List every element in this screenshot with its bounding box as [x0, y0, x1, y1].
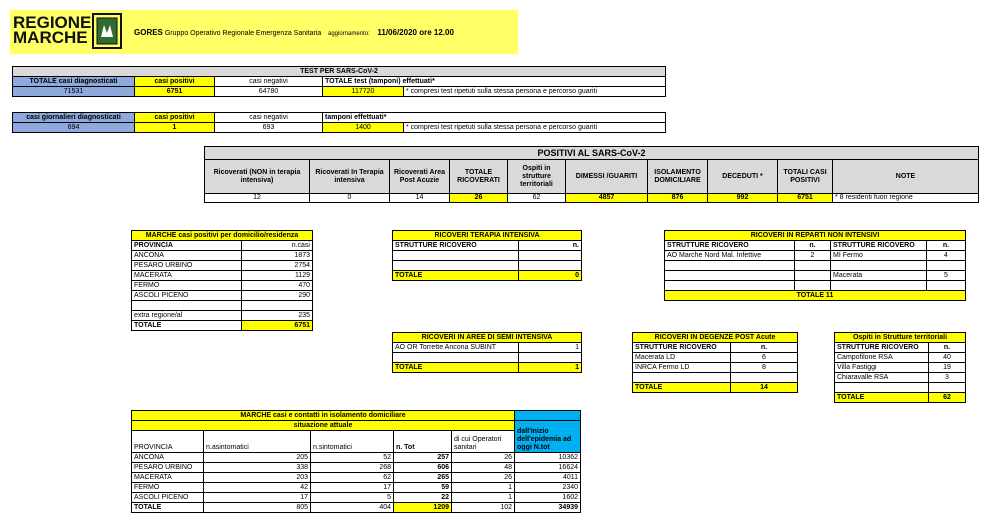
post-empty-cell [731, 373, 798, 383]
nonint-header-strutture: STRUTTURE RICOVERO [831, 241, 927, 251]
ospiti-total-value: 62 [929, 393, 966, 403]
post-row-value: 8 [731, 363, 798, 373]
isol-row-all: 2340 [515, 483, 581, 493]
semi-empty-cell [393, 353, 519, 363]
test-note: * compresi test ripetuti sulla stessa persona e percorso guariti [404, 87, 666, 97]
post-total-label: TOTALE [633, 383, 731, 393]
isol-header-prov: PROVINCIA [132, 431, 204, 453]
isol-total-op: 102 [452, 503, 515, 513]
isol-row-sint: 5 [311, 493, 394, 503]
daily-value-giornalieri: 694 [13, 123, 135, 133]
provincia-row-value: 290 [242, 291, 313, 301]
logo-line-2: MARCHE [13, 28, 88, 47]
positivi-header: DECEDUTI * [708, 160, 778, 194]
gores-description: Gruppo Operativo Regionale Emergenza Sanitaria [164, 30, 322, 37]
provincia-row-value: 2754 [242, 261, 313, 271]
isol-row-op: 1 [452, 493, 515, 503]
isolamento-table [131, 410, 581, 513]
nonint-empty-cell [927, 281, 966, 291]
post-empty-cell [633, 373, 731, 383]
nonint-row-value: 4 [927, 251, 966, 261]
ospiti-total-label: TOTALE [835, 393, 929, 403]
isol-row-sint: 52 [311, 453, 394, 463]
nonint-row-value: 5 [927, 271, 966, 281]
daily-note: * compresi test ripetuti sulla stessa persona e percorso guariti [404, 123, 666, 133]
ospiti-header-n: n. [929, 343, 966, 353]
positivi-header: ISOLAMENTO DOMICILIARE [648, 160, 708, 194]
nonint-row-name: MI Fermo [831, 251, 927, 261]
ti-title: RICOVERI TERAPIA INTENSIVA [393, 231, 582, 241]
isol-row-all: 16624 [515, 463, 581, 473]
positivi-value: 4857 [566, 194, 648, 203]
nonint-empty-cell [795, 281, 831, 291]
semi-row-name: AO OR Torrette Ancona SUBINT [393, 343, 519, 353]
provincia-empty-cell [242, 301, 313, 311]
isol-title: MARCHE casi e contatti in isolamento domiciliare [132, 411, 515, 421]
positivi-value: 876 [648, 194, 708, 203]
isol-row-sint: 62 [311, 473, 394, 483]
isol-row-all: 4011 [515, 473, 581, 483]
semi-total-label: TOTALE [393, 363, 519, 373]
test-value-positivi: 6751 [135, 87, 215, 97]
isol-header-asint: n.asintomatici [204, 431, 311, 453]
provincia-table [131, 230, 313, 331]
gores-label [134, 28, 321, 37]
positivi-header: TOTALE RICOVERATI [450, 160, 508, 194]
test-title: TEST PER SARS-CoV-2 [13, 67, 666, 77]
isol-row-all: 10362 [515, 453, 581, 463]
provincia-row-name: ANCONA [132, 251, 242, 261]
positivi-value: 14 [390, 194, 450, 203]
semi-empty-cell [519, 353, 582, 363]
isol-row-tot: 59 [394, 483, 452, 493]
update-info [328, 28, 454, 37]
nonint-empty-cell [665, 271, 795, 281]
provincia-row-name: MACERATA [132, 271, 242, 281]
positivi-header: DIMESSI /GUARITI [566, 160, 648, 194]
ospiti-row-value: 3 [929, 373, 966, 383]
nonint-empty-cell [665, 261, 795, 271]
isol-title-side [515, 411, 581, 421]
test-header-negativi: casi negativi [215, 77, 323, 87]
post-row-name: INRCA Fermo LD [633, 363, 731, 373]
isol-row-asint: 203 [204, 473, 311, 483]
ti-empty-cell [393, 251, 519, 261]
gores-abbr: GORES [134, 28, 163, 37]
region-emblem-icon [92, 13, 122, 49]
daily-table [12, 112, 666, 133]
positivi-value: 6751 [778, 194, 833, 203]
semi-row-value: 1 [519, 343, 582, 353]
ti-total-label: TOTALE [393, 271, 519, 281]
ospiti-header-strutture: STRUTTURE RICOVERO [835, 343, 929, 353]
nonint-title: RICOVERI IN REPARTI NON INTENSIVI [665, 231, 966, 241]
positivi-title: POSITIVI AL SARS-CoV-2 [205, 147, 979, 160]
update-value: 11/06/2020 ore 12.00 [377, 28, 454, 37]
isol-row-asint: 338 [204, 463, 311, 473]
isol-total-asint: 805 [204, 503, 311, 513]
isol-header-tot: n. Tot [394, 431, 452, 453]
ti-total-value: 0 [519, 271, 582, 281]
ospiti-row-name: Villa Fastiggi [835, 363, 929, 373]
isol-row-asint: 17 [204, 493, 311, 503]
nonint-row-name: AO Marche Nord Mal. Infettive [665, 251, 795, 261]
positivi-value: 992 [708, 194, 778, 203]
nonint-total: TOTALE 11 [665, 291, 966, 301]
daily-header-tamponi: tamponi effettuati* [323, 113, 666, 123]
update-label: aggiornamento: [328, 31, 370, 37]
post-row-value: 6 [731, 353, 798, 363]
isol-row-all: 1602 [515, 493, 581, 503]
region-logo-text [13, 15, 91, 45]
provincia-row-name: FERMO [132, 281, 242, 291]
nonint-header-n: n. [927, 241, 966, 251]
report-header [10, 10, 518, 54]
isol-total-sint: 404 [311, 503, 394, 513]
isol-row-tot: 22 [394, 493, 452, 503]
isol-row-prov: ASCOLI PICENO [132, 493, 204, 503]
ospiti-row-name: Chiaravalle RSA [835, 373, 929, 383]
nonint-empty-cell [831, 281, 927, 291]
nonint-row-value: 2 [795, 251, 831, 261]
provincia-total-label: TOTALE [132, 321, 242, 331]
daily-value-positivi: 1 [135, 123, 215, 133]
provincia-header-name: PROVINCIA [132, 241, 242, 251]
nonint-empty-cell [831, 261, 927, 271]
isol-total-all: 34939 [515, 503, 581, 513]
provincia-extra-value: 235 [242, 311, 313, 321]
daily-header-negativi: casi negativi [215, 113, 323, 123]
logo-line-1: REGIONE [13, 13, 92, 32]
ospiti-row-value: 40 [929, 353, 966, 363]
provincia-row-value: 470 [242, 281, 313, 291]
test-header-totale: TOTALE casi diagnosticati [13, 77, 135, 87]
positivi-header: Ricoverati Area Post Acuzie [390, 160, 450, 194]
isol-row-prov: FERMO [132, 483, 204, 493]
isol-row-sint: 268 [311, 463, 394, 473]
isol-header-op: di cui Operatori sanitari [452, 431, 515, 453]
nonint-header-n: n. [795, 241, 831, 251]
ospiti-title: Ospiti in Strutture territoriali [835, 333, 966, 343]
nonint-row-name: Macerata [831, 271, 927, 281]
ti-empty-cell [519, 251, 582, 261]
ti-header-strutture: STRUTTURE RICOVERO [393, 241, 519, 251]
provincia-header-casi: n.casi [242, 241, 313, 251]
ospiti-empty-cell [835, 383, 929, 393]
isol-row-sint: 17 [311, 483, 394, 493]
isol-row-prov: MACERATA [132, 473, 204, 483]
post-header-strutture: STRUTTURE RICOVERO [633, 343, 731, 353]
nonint-empty-cell [665, 281, 795, 291]
nonint-empty-cell [795, 261, 831, 271]
daily-header-positivi: casi positivi [135, 113, 215, 123]
semi-title: RICOVERI IN AREE DI SEMI INTENSIVA [393, 333, 582, 343]
isol-total-tot: 1209 [394, 503, 452, 513]
isol-row-op: 26 [452, 473, 515, 483]
ti-header-n: n. [519, 241, 582, 251]
ti-empty-cell [393, 261, 519, 271]
provincia-extra-label: extra regione/al [132, 311, 242, 321]
provincia-row-value: 1873 [242, 251, 313, 261]
provincia-row-name: PESARO URBINO [132, 261, 242, 271]
isol-row-prov: ANCONA [132, 453, 204, 463]
isol-row-op: 1 [452, 483, 515, 493]
semi-table [392, 332, 582, 373]
ospiti-row-value: 19 [929, 363, 966, 373]
daily-value-tamponi: 1400 [323, 123, 404, 133]
isol-row-tot: 265 [394, 473, 452, 483]
isol-row-tot: 257 [394, 453, 452, 463]
isol-total-prov: TOTALE [132, 503, 204, 513]
test-table [12, 66, 666, 97]
positivi-value: 12 [205, 194, 310, 203]
post-total-value: 14 [731, 383, 798, 393]
positivi-header: NOTE [833, 160, 979, 194]
isol-row-prov: PESARO URBINO [132, 463, 204, 473]
nonint-empty-cell [795, 271, 831, 281]
nonint-empty-cell [927, 261, 966, 271]
post-title: RICOVERI IN DEGENZE POST Acute [633, 333, 798, 343]
ti-table [392, 230, 582, 281]
test-value-tamponi: 117720 [323, 87, 404, 97]
provincia-total-value: 6751 [242, 321, 313, 331]
nonint-table [664, 230, 966, 301]
ospiti-empty-cell [929, 383, 966, 393]
positivi-table [204, 146, 979, 203]
ospiti-row-name: Campofilone RSA [835, 353, 929, 363]
isol-row-asint: 42 [204, 483, 311, 493]
positivi-header: Ospiti in strutture territoriali [508, 160, 566, 194]
ospiti-table [834, 332, 966, 403]
ti-empty-cell [519, 261, 582, 271]
provincia-empty-cell [132, 301, 242, 311]
daily-header-giornalieri: casi giornalieri diagnosticati [13, 113, 135, 123]
test-value-totale: 71531 [13, 87, 135, 97]
positivi-header: Ricoverati In Terapia intensiva [310, 160, 390, 194]
positivi-value: 26 [450, 194, 508, 203]
semi-total-value: 1 [519, 363, 582, 373]
isol-subtitle: situazione attuale [132, 421, 515, 431]
post-table [632, 332, 798, 393]
provincia-row-name: ASCOLI PICENO [132, 291, 242, 301]
isol-side-header: dall'inizio dell'epidemia ad oggi N.tot [515, 421, 581, 453]
positivi-note: * 8 residenti fuori regione [833, 194, 979, 203]
post-row-name: Macerata LD [633, 353, 731, 363]
positivi-value: 62 [508, 194, 566, 203]
daily-value-negativi: 693 [215, 123, 323, 133]
positivi-header: Ricoverati (NON in terapia intensiva) [205, 160, 310, 194]
positivi-header: TOTALI CASI POSITIVI [778, 160, 833, 194]
post-header-n: n. [731, 343, 798, 353]
isol-row-op: 26 [452, 453, 515, 463]
test-header-positivi: casi positivi [135, 77, 215, 87]
provincia-row-value: 1129 [242, 271, 313, 281]
test-value-negativi: 64780 [215, 87, 323, 97]
isol-row-tot: 606 [394, 463, 452, 473]
provincia-title: MARCHE casi positivi per domicilio/residenza [132, 231, 313, 241]
isol-row-asint: 205 [204, 453, 311, 463]
positivi-value: 0 [310, 194, 390, 203]
isol-row-op: 48 [452, 463, 515, 473]
nonint-header-strutture: STRUTTURE RICOVERO [665, 241, 795, 251]
test-header-tamponi: TOTALE test (tamponi) effettuati* [323, 77, 666, 87]
isol-header-sint: n.sintomatici [311, 431, 394, 453]
